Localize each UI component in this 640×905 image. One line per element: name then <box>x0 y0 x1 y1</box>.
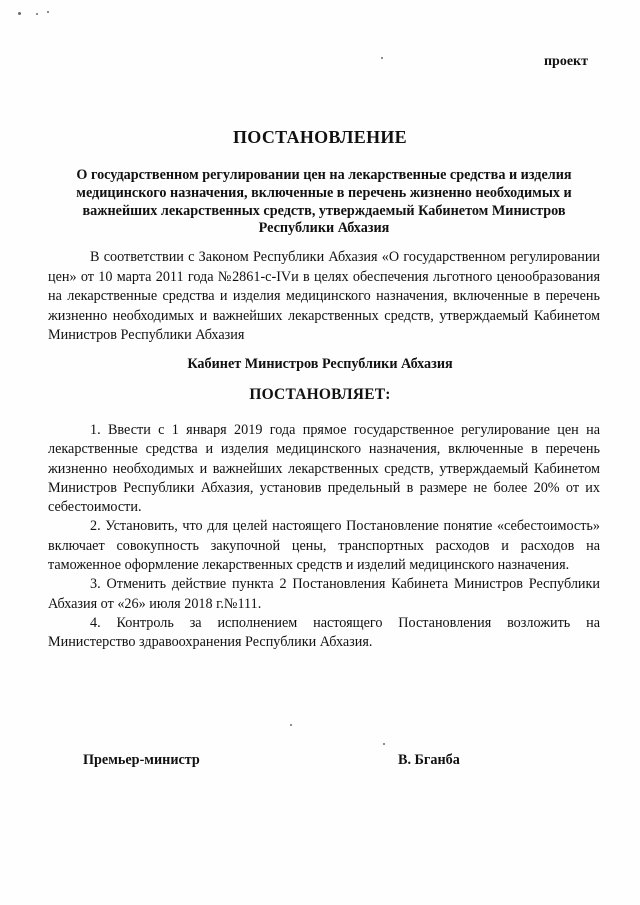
scan-speck <box>47 11 49 13</box>
scan-speck <box>36 13 38 15</box>
signatory-name: В. Бганба <box>398 752 460 768</box>
clause-item: 2. Установить, что для целей настоящего Постановление понятие «себестоимость» включает совокупность закупочной цены, транспортных расходов и расходов на таможенное оформление лекарственных средств и изделий медицинского назначения. <box>48 518 600 574</box>
preamble-paragraph: В соответствии с Законом Республики Абхазия «О государственном регулировании цен» от 10 марта 2011 года №2861-с-IVи в целях обеспечения льготного ценообразования на лекарственные средства и изделия медицинского назначения, включенные в перечень жизненно необходимых и важнейших лекарственных средств, утверждаемый Кабинетом Министров Республики Абхазия <box>48 249 600 343</box>
scan-speck <box>383 743 385 745</box>
draft-label: проект <box>543 54 588 69</box>
clause-item: 4. Контроль за исполнением настоящего Постановления возложить на Министерство здравоохранения Республики Абхазия. <box>48 614 600 651</box>
scan-speck <box>290 724 292 726</box>
clause-item: 3. Отменить действие пункта 2 Постановления Кабинета Министров Республики Абхазия от «26» июля 2018 г.№111. <box>48 576 600 612</box>
document-subtitle: О государственном регулировании цен на лекарственные средства и изделия медицинского назначения, включенные в перечень жизненно необходимых и важнейших лекарственных средств, утверждаемый Кабинетом Министров Республики Абхазия <box>76 167 572 237</box>
signatory-role: Премьер-министр <box>83 752 200 768</box>
issuer-line: Кабинет Министров Республики Абхазия <box>187 356 453 372</box>
decree-heading: ПОСТАНОВЛЯЕТ: <box>249 386 391 403</box>
scan-speck <box>381 57 383 59</box>
clause-item: 1. Ввести с 1 января 2019 года прямое государственное регулирование цен на лекарственные средства и изделия медицинского назначения, включенные в перечень жизненно необходимых и важнейших лекарственных средств, утверждаемый Кабинетом Министров Республики Абхазия, установив предельный в размере не более 20% от их себестоимости. <box>48 422 600 516</box>
scan-speck <box>18 12 21 15</box>
document-title: ПОСТАНОВЛЕНИЕ <box>233 127 407 147</box>
clauses-list <box>48 421 600 653</box>
